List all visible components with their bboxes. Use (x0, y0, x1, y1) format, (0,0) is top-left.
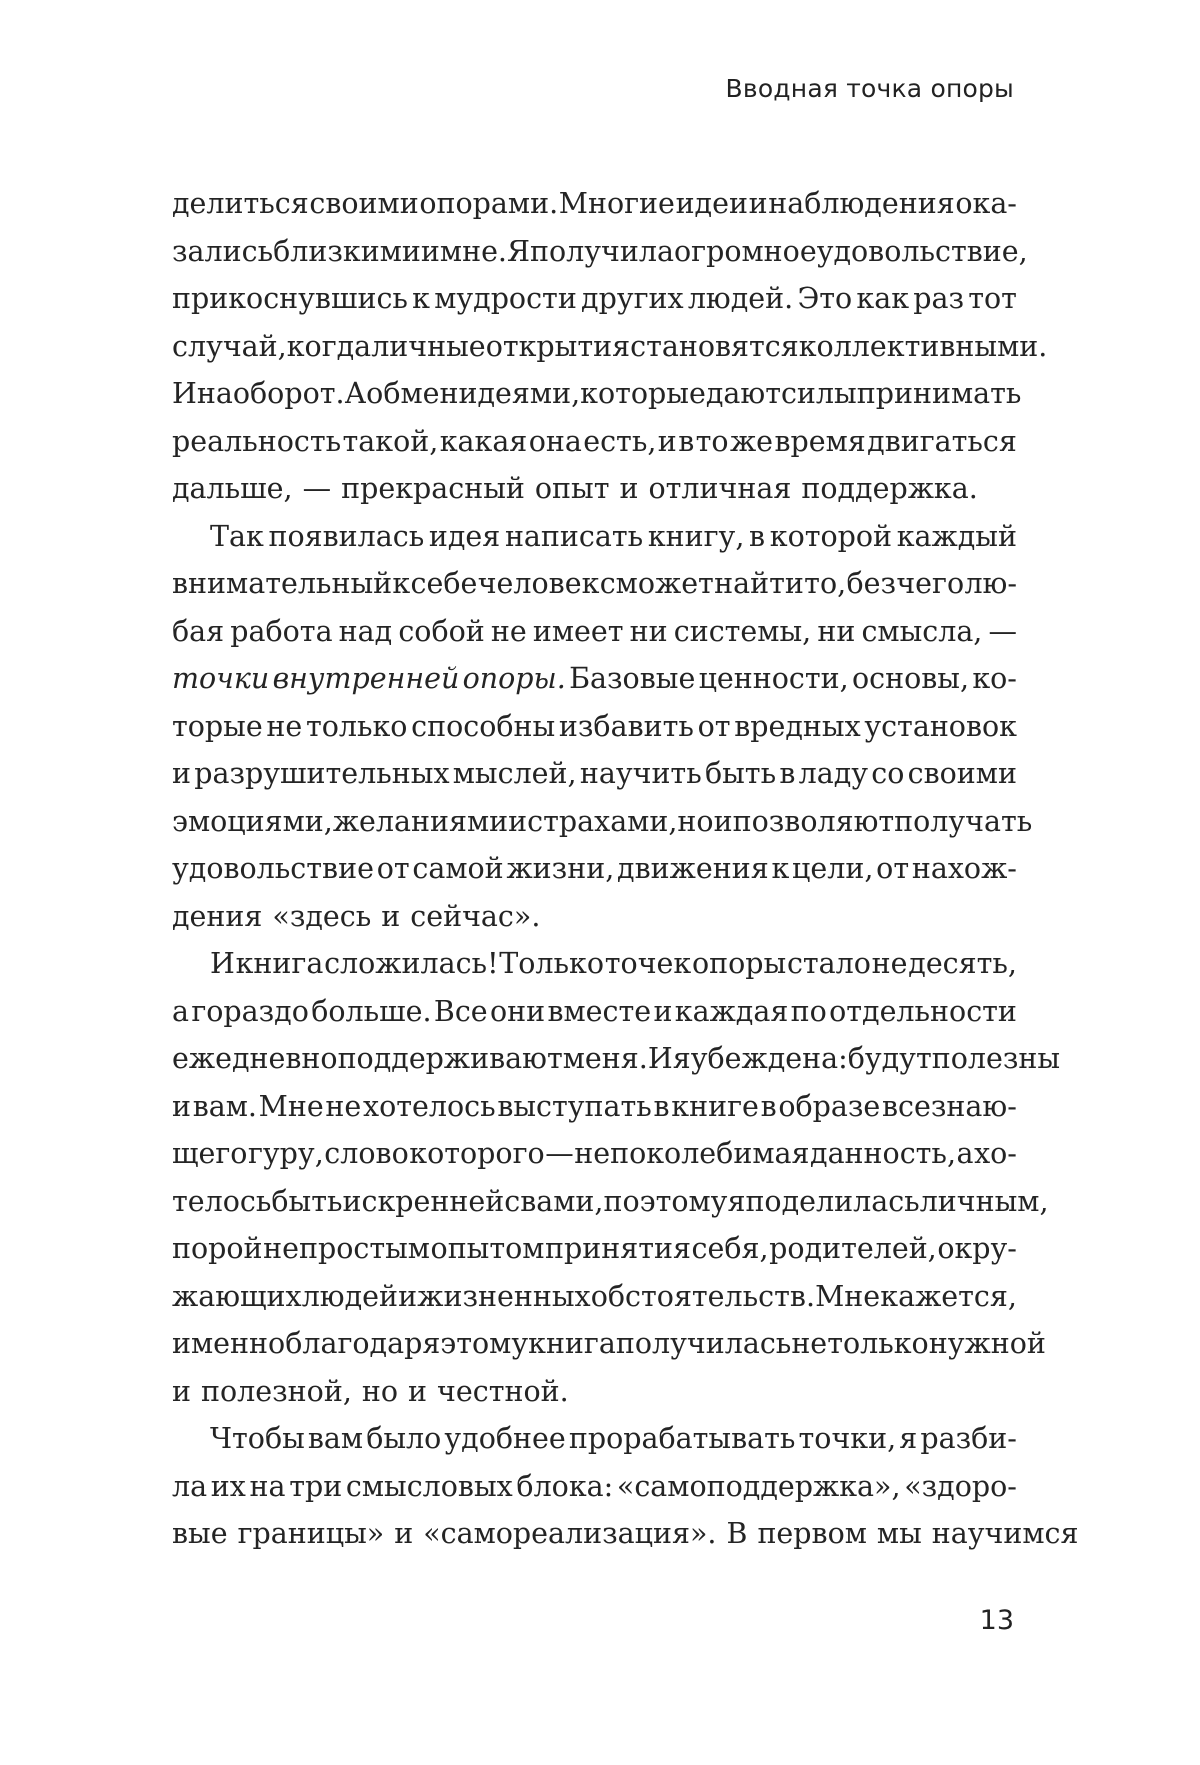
running-head: Вводная точка опоры (725, 74, 1014, 103)
text-line: прикоснувшись к мудрости других людей. Это как раз тот (172, 282, 1017, 315)
text-line: реальность такой, какая она есть, и в то же время двигаться (172, 424, 1017, 458)
text-line: порой непростым опытом принятия себя, родителей, окру- (172, 1232, 1017, 1265)
text-line: жающих людей и жизненных обстоятельств. Мне кажется, (172, 1279, 1017, 1313)
paragraph (172, 180, 1048, 513)
text-line: и полезной, но и честной. (172, 1374, 569, 1408)
text-line: и разрушительных мыслей, научить быть в ладу со своими (172, 757, 1017, 790)
text-line: торые не только способны избавить от вредных установок (172, 709, 1017, 743)
body-text (172, 180, 1079, 1558)
text-line: случай, когда личные открытия становятся коллективными. (172, 329, 1048, 363)
text-line: удовольствие от самой жизни, движения к цели, от нахож- (172, 852, 1017, 885)
page-number: 13 (979, 1605, 1014, 1636)
paragraph (172, 940, 1061, 1415)
text-line: внимательный к себе человек сможет найти то, без чего лю- (172, 567, 1017, 600)
text-line: делиться своими опорами. Многие идеи и наблюдения ока- (172, 187, 1017, 220)
text-line: дения «здесь и сейчас». (172, 899, 541, 933)
paragraph (172, 1415, 1079, 1558)
text-line: ежедневно поддерживают меня. И я убеждена: будут полезны (172, 1042, 1061, 1075)
text-line: зались близкими и мне. Я получила огромное удовольствие, (172, 234, 1028, 268)
text-line: эмоциями, желаниями и страхами, но и позволяют получать (172, 804, 1033, 838)
text-line: И наоборот. А обмен идеями, которые дают силы принимать (172, 377, 1022, 410)
text-line: И книга сложилась! Только точек опоры стало не десять, (210, 947, 1017, 980)
text-line: вые границы» и «самореализация». В первом мы научимся (172, 1517, 1079, 1550)
text-line: дальше, — прекрасный опыт и отличная поддержка. (172, 472, 978, 505)
text-line: Чтобы вам было удобнее прорабатывать точки, я разби- (210, 1422, 1017, 1455)
text-line: телось быть искренней с вами, поэтому я поделилась личным, (172, 1184, 1049, 1218)
text-line: щего гуру, слово которого — непоколебимая данность, а хо- (172, 1137, 1017, 1170)
text-line: именно благодаря этому книга получилась не только нужной (172, 1327, 1046, 1360)
text-line: Так появилась идея написать книгу, в которой каждый (210, 519, 1017, 553)
text-line: точки внутренней опоры. Базовые ценности, основы, ко- (172, 662, 1017, 695)
text-line: бая работа над собой не имеет ни системы, ни смысла, — (172, 614, 1017, 648)
text-line: а гораздо больше. Все они вместе и каждая по отдельности (172, 994, 1017, 1028)
paragraph (172, 513, 1033, 941)
text-line: ла их на три смысловых блока: «самоподдержка», «здоро- (172, 1469, 1017, 1503)
text-line: и вам. Мне не хотелось выступать в книге в образе всезнаю- (172, 1089, 1017, 1123)
